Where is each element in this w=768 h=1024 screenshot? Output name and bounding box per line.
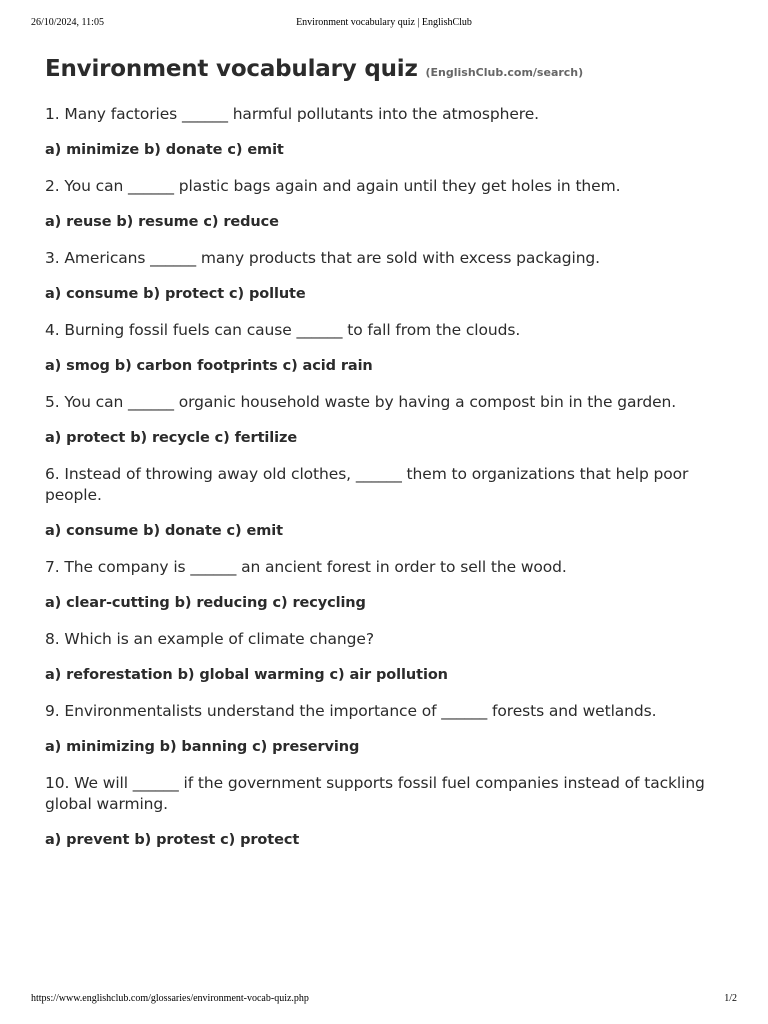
quiz-list xyxy=(45,104,737,850)
question-9: 9. Environmentalists understand the importance of ______ forests and wetlands. xyxy=(45,702,657,720)
page-number: 1/2 xyxy=(724,993,737,1004)
options-7: a) clear-cutting b) reducing c) recycling xyxy=(45,595,366,611)
options-10: a) prevent b) protest c) protect xyxy=(45,832,300,848)
question-1: 1. Many factories ______ harmful pollutants into the atmosphere. xyxy=(45,105,539,123)
options-5: a) protect b) recycle c) fertilize xyxy=(45,430,298,446)
options-4: a) smog b) carbon footprints c) acid rain xyxy=(45,358,373,374)
print-date: 26/10/2024, 11:05 xyxy=(31,17,104,28)
print-header xyxy=(31,17,737,31)
print-doc-title: Environment vocabulary quiz | EnglishClub xyxy=(296,17,472,28)
options-3: a) consume b) protect c) pollute xyxy=(45,286,306,302)
page-title-text: Environment vocabulary quiz xyxy=(45,56,418,82)
options-6: a) consume b) donate c) emit xyxy=(45,523,283,539)
question-6: 6. Instead of throwing away old clothes, ______ them to organizations that help poor people. xyxy=(45,465,689,504)
source-link[interactable]: (EnglishClub.com/search) xyxy=(425,66,584,79)
question-3: 3. Americans ______ many products that are sold with excess packaging. xyxy=(45,249,600,267)
options-2: a) reuse b) resume c) reduce xyxy=(45,214,279,230)
page-url: https://www.englishclub.com/glossaries/environment-vocab-quiz.php xyxy=(31,993,309,1004)
print-footer xyxy=(31,993,737,1007)
question-2: 2. You can ______ plastic bags again and again until they get holes in them. xyxy=(45,177,621,195)
question-8: 8. Which is an example of climate change? xyxy=(45,630,374,648)
options-1: a) minimize b) donate c) emit xyxy=(45,142,284,158)
options-8: a) reforestation b) global warming c) air pollution xyxy=(45,667,448,683)
page-title xyxy=(45,53,737,85)
question-5: 5. You can ______ organic household waste by having a compost bin in the garden. xyxy=(45,393,677,411)
page-content xyxy=(45,53,737,866)
question-7: 7. The company is ______ an ancient forest in order to sell the wood. xyxy=(45,558,567,576)
options-9: a) minimizing b) banning c) preserving xyxy=(45,739,360,755)
question-4: 4. Burning fossil fuels can cause ______ to fall from the clouds. xyxy=(45,321,521,339)
question-10: 10. We will ______ if the government supports fossil fuel companies instead of tackling global warming. xyxy=(45,774,705,813)
